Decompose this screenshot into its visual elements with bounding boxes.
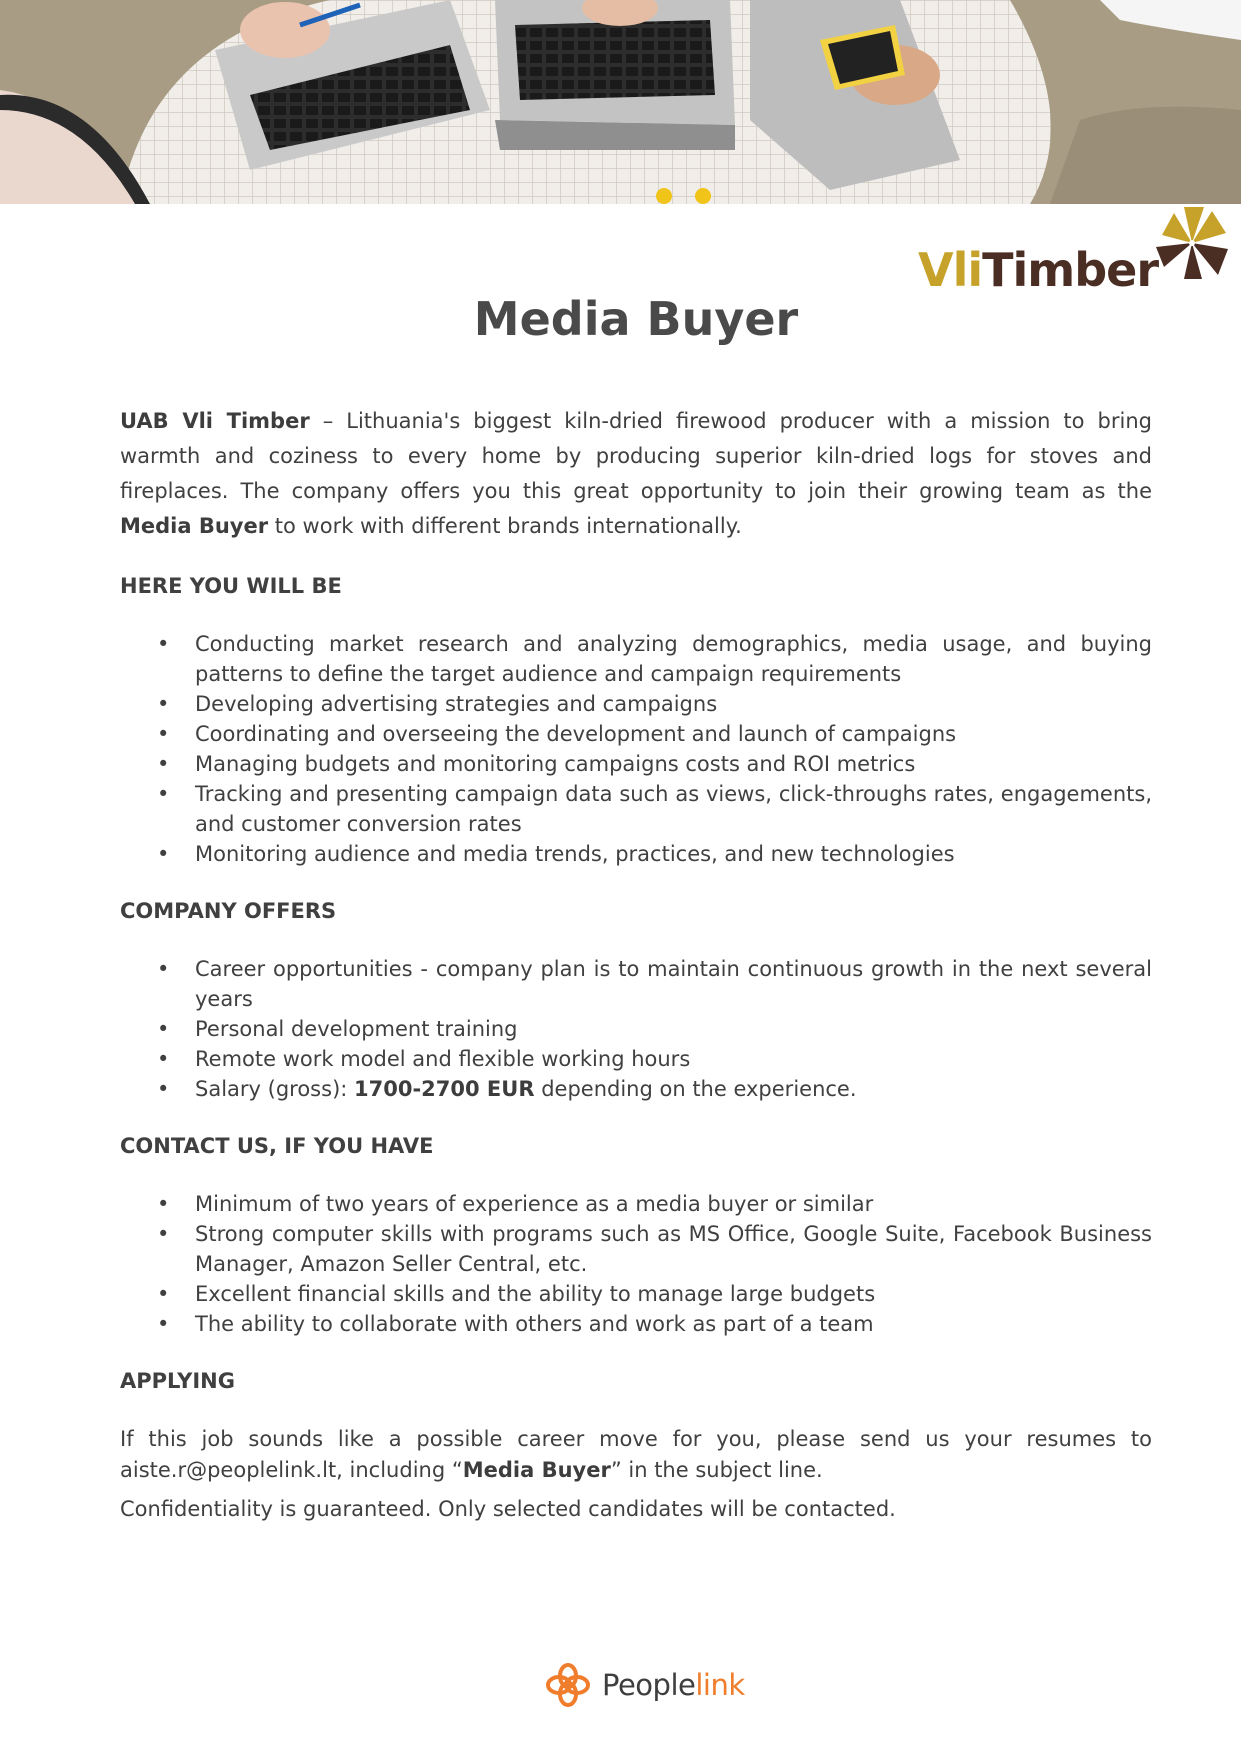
requirements-list: [120, 1189, 1152, 1339]
logo-text-vli: Vli: [918, 243, 983, 297]
applying-text: If this job sounds like a possible career move for you, please send us your resumes to aiste.r@peoplelink.lt, including “: [120, 1427, 1152, 1482]
section-title-offers: COMPANY OFFERS: [120, 899, 337, 923]
vli-timber-logo: [918, 205, 1233, 300]
offers-list: [120, 954, 1152, 1104]
intro-text-end: to work with different brands internationally.: [268, 514, 742, 538]
list-item: • Strong computer skills with programs such as MS Office, Google Suite, Facebook Business Manager, Amazon Seller Central, etc.: [120, 1219, 1152, 1279]
salary-note: depending on the experience.: [534, 1077, 857, 1101]
list-item: • Coordinating and overseeing the development and launch of campaigns: [120, 719, 1152, 749]
job-description: [120, 404, 1152, 1525]
log-slice-icon: [1154, 205, 1230, 281]
responsibilities-list: [120, 629, 1152, 869]
applying-text-end: ” in the subject line.: [610, 1458, 823, 1482]
list-item: • Developing advertising strategies and campaigns: [120, 689, 1152, 719]
company-name: UAB Vli Timber: [120, 409, 310, 433]
applying-paragraph: [120, 1424, 1152, 1486]
salary-label: Salary (gross):: [195, 1077, 355, 1101]
intro-text: – Lithuania's biggest kiln-dried firewood producer with a mission to bring warmth and coziness to every home by producing superior kiln-dried logs for stoves and fireplaces. The company offers you this great opportunity to join their growing team as the: [120, 409, 1152, 503]
vli-timber-wordmark: [918, 243, 1159, 297]
logo-text-link: link: [695, 1668, 745, 1702]
section-title-requirements: CONTACT US, IF YOU HAVE: [120, 1134, 434, 1158]
job-title: Media Buyer: [473, 292, 799, 346]
applying-role: Media Buyer: [462, 1458, 611, 1482]
intro-paragraph: [120, 404, 1152, 544]
list-item: • The ability to collaborate with others and work as part of a team: [120, 1309, 1152, 1339]
logo-text-people: People: [602, 1668, 696, 1702]
list-item: • Conducting market research and analyzing demographics, media usage, and buying patterns to define the target audience and campaign requirements: [120, 629, 1152, 689]
list-item: • Tracking and presenting campaign data such as views, click-throughs rates, engagements, and customer conversion rates: [120, 779, 1152, 839]
confidentiality-note: Confidentiality is guaranteed. Only selected candidates will be contacted.: [120, 1497, 896, 1521]
list-item: • Remote work model and flexible working hours: [120, 1044, 1152, 1074]
list-item: • Minimum of two years of experience as a media buyer or similar: [120, 1189, 1152, 1219]
list-item-salary: [120, 1074, 1152, 1104]
peoplelink-logo: [545, 1660, 745, 1710]
section-title-responsibilities: HERE YOU WILL BE: [120, 574, 342, 598]
applying-section: [120, 1424, 1152, 1525]
header-photo: [0, 0, 1241, 204]
intro-role: Media Buyer: [120, 514, 269, 538]
section-title-applying: APPLYING: [120, 1369, 235, 1393]
peoplelink-wordmark: [602, 1668, 745, 1702]
list-item: • Excellent financial skills and the ability to manage large budgets: [120, 1279, 1152, 1309]
list-item: • Monitoring audience and media trends, practices, and new technologies: [120, 839, 1152, 869]
list-item: • Career opportunities - company plan is to maintain continuous growth in the next several years: [120, 954, 1152, 1014]
peoplelink-knot-icon: [545, 1662, 591, 1708]
list-item: • Managing budgets and monitoring campaigns costs and ROI metrics: [120, 749, 1152, 779]
logo-text-timber: Timber: [982, 243, 1159, 297]
header-photo-illustration: [0, 0, 1241, 204]
list-item: • Personal development training: [120, 1014, 1152, 1044]
salary-amount: 1700-2700 EUR: [354, 1077, 535, 1101]
